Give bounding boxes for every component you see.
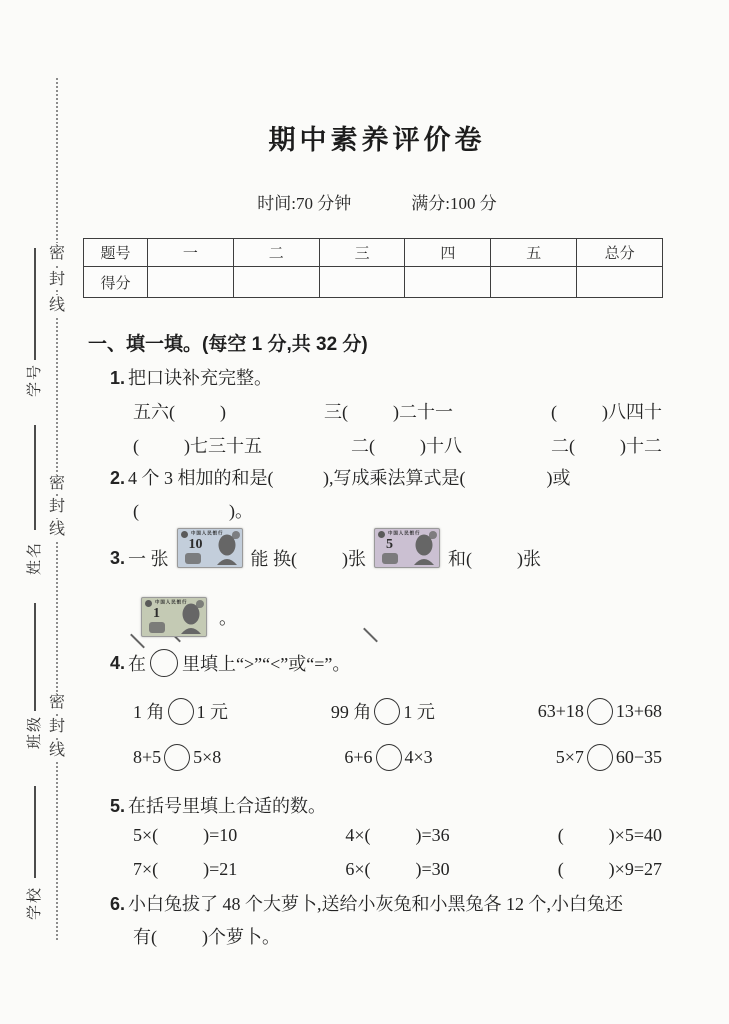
seal-char: 密 (46, 473, 68, 494)
comparison-item (556, 744, 662, 771)
question-2-line-2: ( )。 (133, 501, 253, 521)
student-id-label: 学号 (26, 363, 43, 398)
seal-char: 线 (46, 519, 68, 540)
exam-content (88, 0, 666, 1024)
question-3-line-1 (110, 526, 666, 590)
banknote-5-yuan (374, 486, 440, 631)
question-4-row-2 (133, 737, 662, 777)
equation-blank: ( )×9=27 (557, 859, 662, 879)
blank-item: ( )八四十 (551, 402, 662, 422)
qnum-col: 一 (148, 239, 234, 267)
qnum-col: 四 (405, 239, 491, 267)
question-1-number: 1. (110, 368, 126, 388)
score-table-header-row (84, 239, 663, 267)
right-operand: 60−35 (615, 746, 662, 767)
right-operand: 1 元 (403, 702, 435, 722)
qnum-col: 二 (233, 239, 319, 267)
question-6-number: 6. (110, 894, 126, 914)
page-title: 期中素养评价卷 (268, 125, 486, 155)
qnum-col: 三 (319, 239, 405, 267)
score-cell-empty (319, 267, 405, 298)
class-label: 班级 (26, 715, 43, 750)
score-label-cell: 得分 (84, 267, 148, 298)
corner-flower-icon (196, 600, 204, 608)
blank-item: 二( )十八 (351, 436, 462, 456)
blank-item: ( )七三十五 (133, 436, 262, 456)
comparison-circle (150, 649, 178, 677)
left-operand: 5×7 (555, 746, 584, 767)
score-cell-empty (405, 267, 491, 298)
question-3-text: 一 张 (128, 549, 169, 569)
corner-flower-icon (232, 531, 240, 539)
national-emblem-icon (378, 531, 385, 538)
time-limit: 时间:70 分钟 (257, 194, 352, 213)
denomination-5: 5 (386, 536, 394, 552)
question-5-label (110, 794, 326, 818)
score-cell-empty (577, 267, 663, 298)
comparison-item (538, 698, 662, 725)
question-4-number: 4. (110, 652, 126, 673)
question-2-number: 2. (110, 468, 126, 488)
comparison-circle (168, 698, 194, 725)
comparison-circle (164, 744, 190, 771)
left-operand: 99 角 (330, 702, 372, 722)
guilloche-icon (185, 553, 201, 564)
question-3-text: 能 换( )张 (250, 549, 367, 569)
question-1-row-1 (133, 398, 662, 424)
right-operand: 13+68 (615, 700, 662, 721)
comparison-circle (376, 744, 402, 771)
equation-blank: 6×( )=30 (345, 859, 450, 879)
national-emblem-icon (145, 600, 152, 607)
equation-blank: 7×( )=21 (133, 859, 238, 879)
right-operand: 5×8 (193, 746, 222, 767)
question-6-text: 小白兔拔了 48 个大萝卜,送给小灰兔和小黑兔各 12 个,小白兔还 (128, 894, 624, 914)
score-cell-empty (491, 267, 577, 298)
question-1-row-2 (133, 432, 662, 458)
question-5-row-1 (133, 825, 662, 846)
bank-name-text: 中国人民银行 (388, 530, 421, 536)
score-cell-empty (148, 267, 234, 298)
equation-blank: 4×( )=36 (345, 825, 450, 845)
comparison-item (344, 744, 432, 771)
question-3-number: 3. (110, 547, 126, 568)
banknote-1-yuan (141, 597, 207, 637)
question-1-label (110, 366, 272, 390)
left-operand: 63+18 (537, 700, 584, 721)
right-operand: 1 元 (196, 702, 228, 722)
qnum-col: 五 (491, 239, 577, 267)
equation-blank: ( )×5=40 (557, 825, 662, 845)
question-3-text: 和( )张 (448, 549, 542, 569)
comparison-circle (587, 698, 613, 725)
question-2-text: 4 个 3 相加的和是( ),写成乘法算式是( )或 (128, 468, 571, 488)
score-cell-empty (233, 267, 319, 298)
guilloche-icon (149, 622, 165, 633)
seal-char: 封 (46, 496, 68, 517)
question-4-text-pre: 在 (128, 654, 147, 674)
seal-char: 密 (46, 692, 68, 713)
section-1-heading: 一、填一填。(每空 1 分,共 32 分) (88, 334, 368, 355)
score-table-score-row (84, 267, 663, 298)
blank-item: 五六( ) (133, 402, 226, 422)
blank-item: 三( )二十一 (324, 402, 453, 422)
question-5-number: 5. (110, 796, 126, 816)
denomination-10: 10 (188, 536, 203, 552)
question-5-text: 在括号里填上合适的数。 (128, 796, 327, 816)
student-info-writing-line (34, 786, 36, 878)
question-6-line-2: 有( )个萝卜。 (133, 927, 280, 947)
blank-item: 二( )十二 (551, 436, 662, 456)
score-table (83, 238, 663, 298)
question-6-line-1 (110, 892, 668, 916)
seal-char: 线 (46, 740, 68, 761)
student-name-label: 姓名 (26, 541, 43, 576)
banknote-1-yuan-image (141, 597, 207, 637)
question-4-row-1 (133, 691, 662, 731)
school-label: 学校 (26, 886, 43, 921)
comparison-item (331, 698, 435, 725)
student-info-writing-line (34, 425, 36, 530)
equation-blank: 5×( )=10 (133, 825, 238, 845)
seal-char: 线 (46, 295, 68, 316)
question-4-text-post: 里填上“>”“<”或“=”。 (182, 654, 351, 674)
right-operand: 4×3 (404, 746, 433, 767)
left-operand: 8+5 (133, 746, 162, 767)
denomination-1: 1 (153, 606, 160, 621)
left-operand: 1 角 (133, 702, 165, 722)
question-5-row-2 (133, 859, 662, 880)
comparison-circle (587, 744, 613, 771)
guilloche-icon (382, 553, 398, 564)
national-emblem-icon (181, 531, 188, 538)
question-3-line-2 (133, 590, 237, 644)
exam-meta (88, 189, 666, 214)
qnum-col: 总分 (577, 239, 663, 267)
comparison-item (133, 698, 228, 725)
question-1-text: 把口诀补充完整。 (128, 368, 273, 388)
seal-char: 封 (46, 716, 68, 737)
qnum-label-cell: 题号 (84, 239, 148, 267)
bank-name-text: 中国人民银行 (155, 599, 188, 605)
corner-flower-icon (429, 531, 437, 539)
banknote-10-yuan-image (177, 528, 243, 568)
seal-char: 封 (46, 269, 68, 290)
seal-char: 密 (46, 243, 68, 264)
bank-name-text: 中国人民银行 (190, 530, 223, 536)
left-operand: 6+6 (344, 746, 373, 767)
question-3-period: 。 (219, 608, 237, 628)
question-4-heading (110, 645, 350, 681)
student-info-writing-line (34, 603, 36, 711)
comparison-circle (374, 698, 400, 725)
student-info-writing-line (34, 248, 36, 360)
banknote-5-yuan-image (374, 528, 440, 568)
full-score: 满分:100 分 (411, 194, 497, 213)
comparison-item (133, 744, 221, 771)
